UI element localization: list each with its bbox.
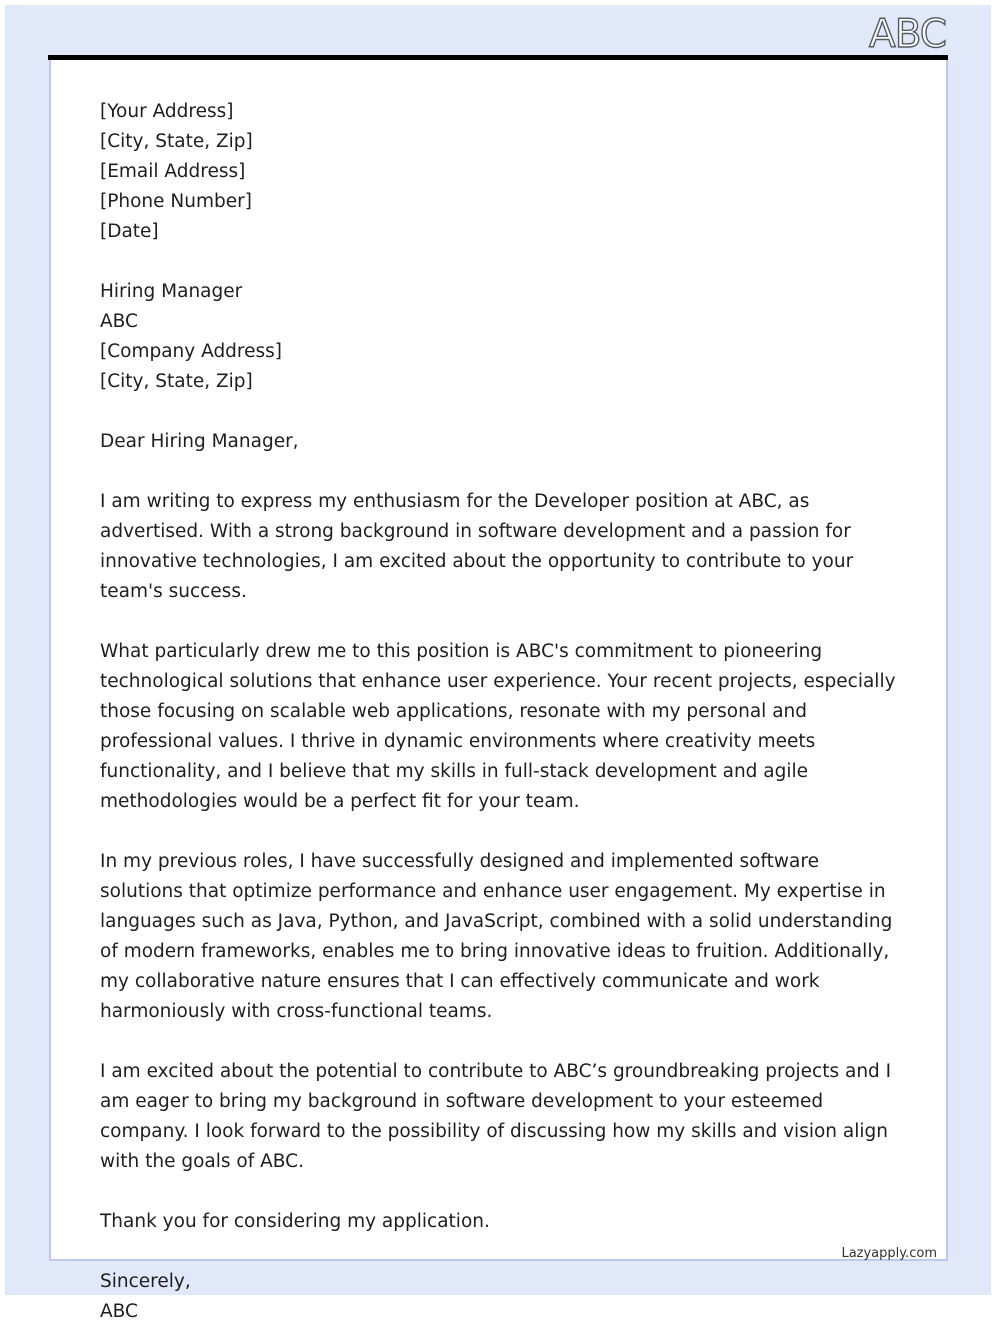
sender-city-state-zip: [City, State, Zip] xyxy=(100,131,253,152)
cover-letter xyxy=(100,97,900,1327)
letter-date: [Date] xyxy=(100,221,159,242)
header-rule xyxy=(48,55,948,60)
salutation: Dear Hiring Manager, xyxy=(100,431,299,452)
watermark: Lazyapply.com xyxy=(841,1246,937,1261)
body-paragraph: In my previous roles, I have successfully designed and implemented software solutions that optimize performance and enhance user engagement. My expertise in languages such as Java, Python, and JavaScript, combined with a solid understanding of modern frameworks, enables me to bring innovative ideas to fruition. Additionally, my collaborative nature ensures that I can effectively communicate and work harmoniously with cross-functional teams. xyxy=(100,851,893,1022)
sender-block xyxy=(100,97,900,247)
recipient-company: ABC xyxy=(100,311,138,332)
closing: Sincerely, xyxy=(100,1271,191,1292)
body-paragraph: I am excited about the potential to contribute to ABC’s groundbreaking projects and I am eager to bring my background in software development to your esteemed company. I look forward to the possibility of discussing how my skills and vision align with the goals of ABC. xyxy=(100,1061,892,1172)
body-paragraph: What particularly drew me to this position is ABC's commitment to pioneering technological solutions that enhance user experience. Your recent projects, especially those focusing on scalable web applications, resonate with my personal and professional values. I thrive in dynamic environments where creativity meets functionality, and I believe that my skills in full-stack development and agile methodologies would be a perfect fit for your team. xyxy=(100,641,896,812)
recipient-city-state-zip: [City, State, Zip] xyxy=(100,371,253,392)
body-paragraph: I am writing to express my enthusiasm for the Developer position at ABC, as advertised. With a strong background in software development and a passion for innovative technologies, I am excited about the opportunity to contribute to your team's success. xyxy=(100,491,854,602)
body-paragraph: Thank you for considering my application. xyxy=(100,1211,490,1232)
sender-phone: [Phone Number] xyxy=(100,191,252,212)
recipient-title: Hiring Manager xyxy=(100,281,243,302)
sender-email: [Email Address] xyxy=(100,161,246,182)
recipient-block xyxy=(100,277,900,397)
signature: ABC xyxy=(100,1301,138,1322)
sender-address: [Your Address] xyxy=(100,101,234,122)
company-logo: ABC xyxy=(869,12,946,57)
recipient-address: [Company Address] xyxy=(100,341,283,362)
